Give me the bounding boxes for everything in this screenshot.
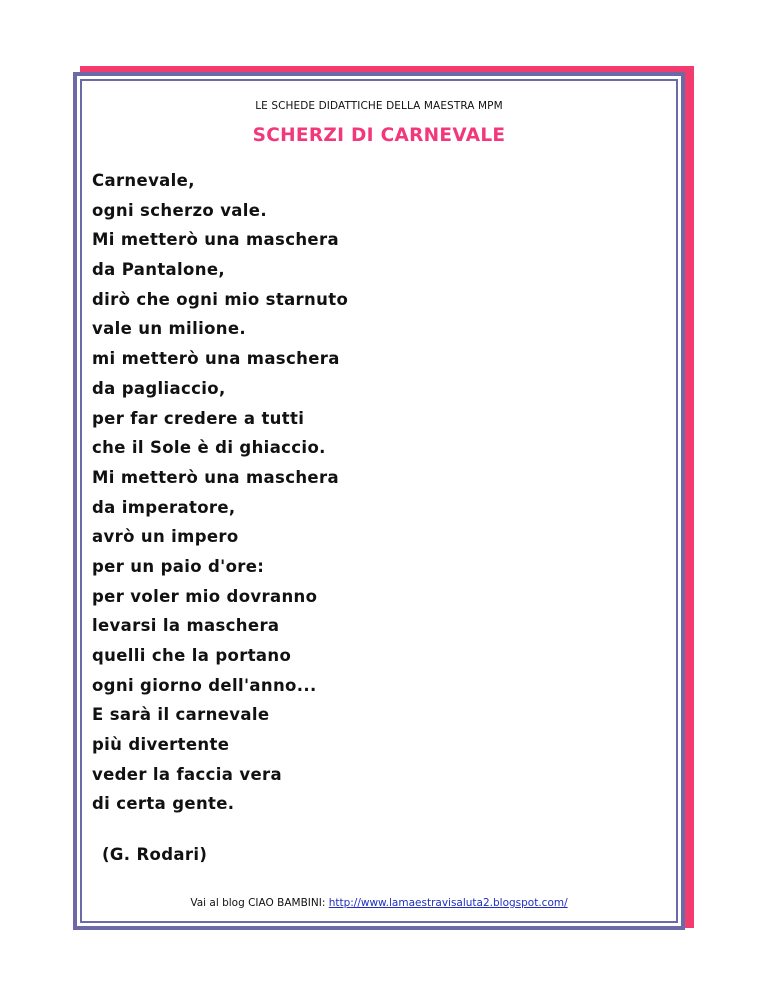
poem-line: per voler mio dovranno: [92, 586, 318, 606]
poem-line: per far credere a tutti: [92, 408, 305, 428]
poem-line: da imperatore,: [92, 497, 236, 517]
poem: [92, 166, 348, 819]
poem-line: da pagliaccio,: [92, 378, 226, 398]
poem-line: che il Sole è di ghiaccio.: [92, 438, 326, 458]
poem-line: ogni giorno dell'anno...: [92, 675, 317, 695]
poem-line: Mi metterò una maschera: [92, 467, 339, 487]
poem-line: dirò che ogni mio starnuto: [92, 289, 349, 309]
blog-link[interactable]: http://www.lamaestravisaluta2.blogspot.com/: [328, 897, 568, 909]
poem-line: Mi metterò una maschera: [92, 230, 339, 250]
poem-line: per un paio d'ore:: [92, 556, 265, 576]
poem-line: da Pantalone,: [92, 260, 225, 280]
poem-line: vale un milione.: [92, 319, 247, 339]
poem-line: più divertente: [92, 735, 230, 755]
worksheet-page: [73, 72, 685, 930]
poem-line: quelli che la portano: [92, 646, 292, 665]
poem-author: (G. Rodari): [102, 845, 208, 864]
poem-line: di certa gente.: [92, 794, 235, 814]
footer-prefix: Vai al blog CIAO BAMBINI:: [190, 897, 329, 909]
poem-line: ogni scherzo vale.: [92, 200, 267, 220]
page-title: SCHERZI DI CARNEVALE: [252, 125, 506, 146]
page-footer: [82, 897, 676, 909]
poem-line: levarsi la maschera: [92, 616, 280, 636]
poem-line: E sarà il carnevale: [92, 705, 270, 725]
poem-line: veder la faccia vera: [92, 764, 282, 784]
poem-line: Carnevale,: [92, 171, 195, 190]
inner-frame: [80, 79, 678, 923]
page-header: LE SCHEDE DIDATTICHE DELLA MAESTRA MPM: [255, 100, 503, 112]
poem-line: avrò un impero: [92, 527, 239, 547]
poem-line: mi metterò una maschera: [92, 349, 340, 369]
